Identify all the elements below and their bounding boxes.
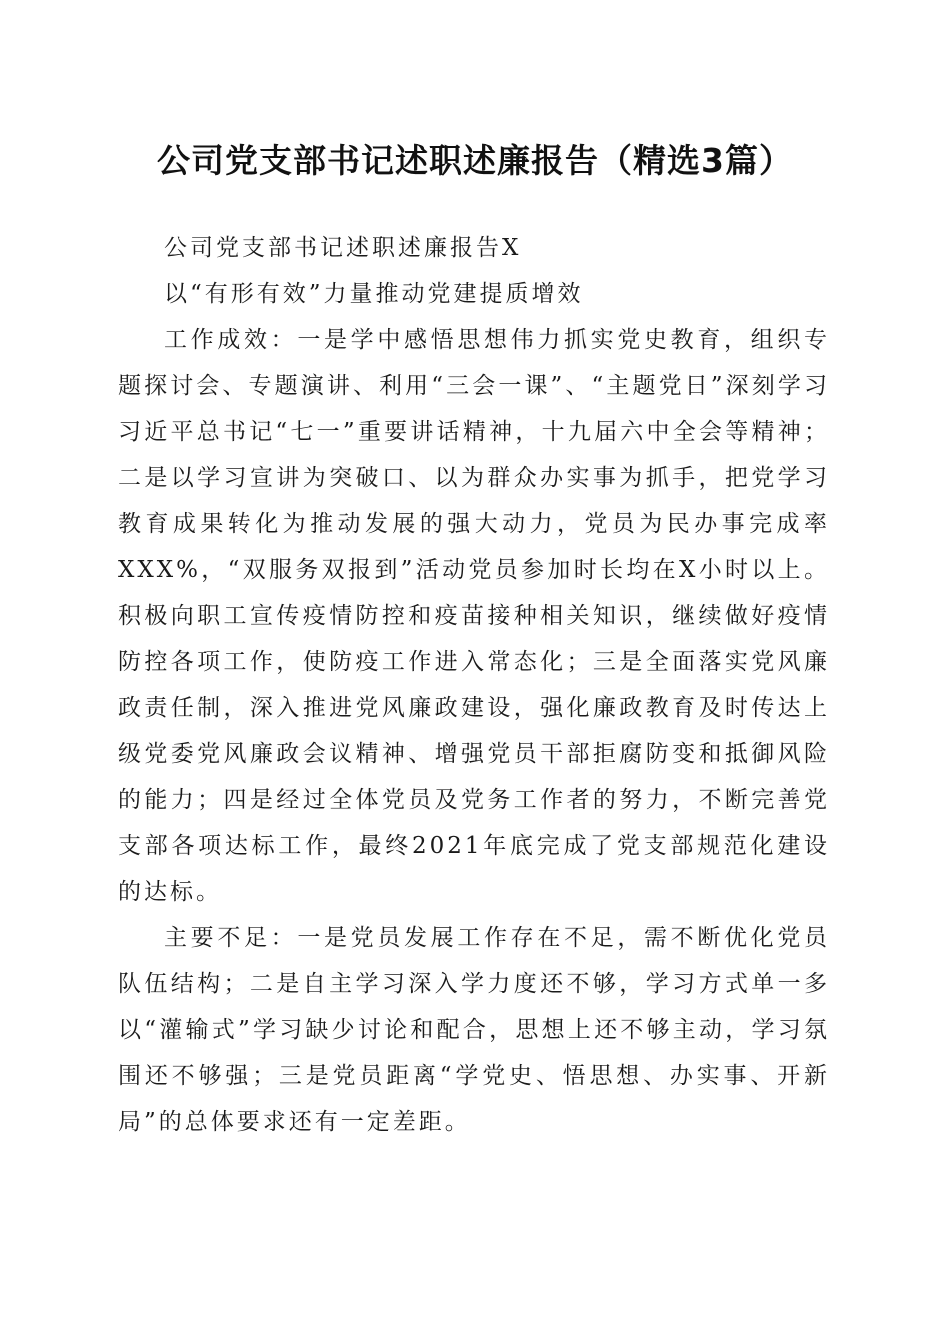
shortcomings-paragraph: 主要不足：一是党员发展工作存在不足，需不断优化党员队伍结构；二是自主学习深入学力度还不够，学习方式单一多以“灌输式”学习缺少讨论和配合，思想上还不够主动，学习氛围还不够强；三是党员距离“学党史、悟思想、办实事、开新局”的总体要求还有一定差距。 <box>118 925 830 1135</box>
report-theme-paragraph: 以“有形有效”力量推动党建提质增效 <box>164 281 584 307</box>
document-title: 公司党支部书记述职述廉报告（精选3篇） <box>157 141 793 180</box>
document-body <box>118 225 830 1145</box>
work-results-paragraph: 工作成效：一是学中感悟思想伟力抓实党史教育，组织专题探讨会、专题演讲、利用“三会一课”、“主题党日”深刻学习习近平总书记“七一”重要讲话精神，十九届六中全会等精神；二是以学习宣讲为突破口、以为群众办实事为抓手，把党学习教育成果转化为推动发展的强大动力，党员为民办事完成率XXX%，“双服务双报到”活动党员参加时长均在X小时以上。积极向职工宣传疫情防控和疫苗接种相关知识，继续做好疫情防控各项工作，使防疫工作进入常态化；三是全面落实党风廉政责任制，深入推进党风廉政建设，强化廉政教育及时传达上级党委党风廉政会议精神、增强党员干部拒腐防变和抵御风险的能力；四是经过全体党员及党务工作者的努力，不断完善党支部各项达标工作，最终2021年底完成了党支部规范化建设的达标。 <box>118 327 830 905</box>
report-subtitle-paragraph: 公司党支部书记述职述廉报告X <box>164 235 522 261</box>
